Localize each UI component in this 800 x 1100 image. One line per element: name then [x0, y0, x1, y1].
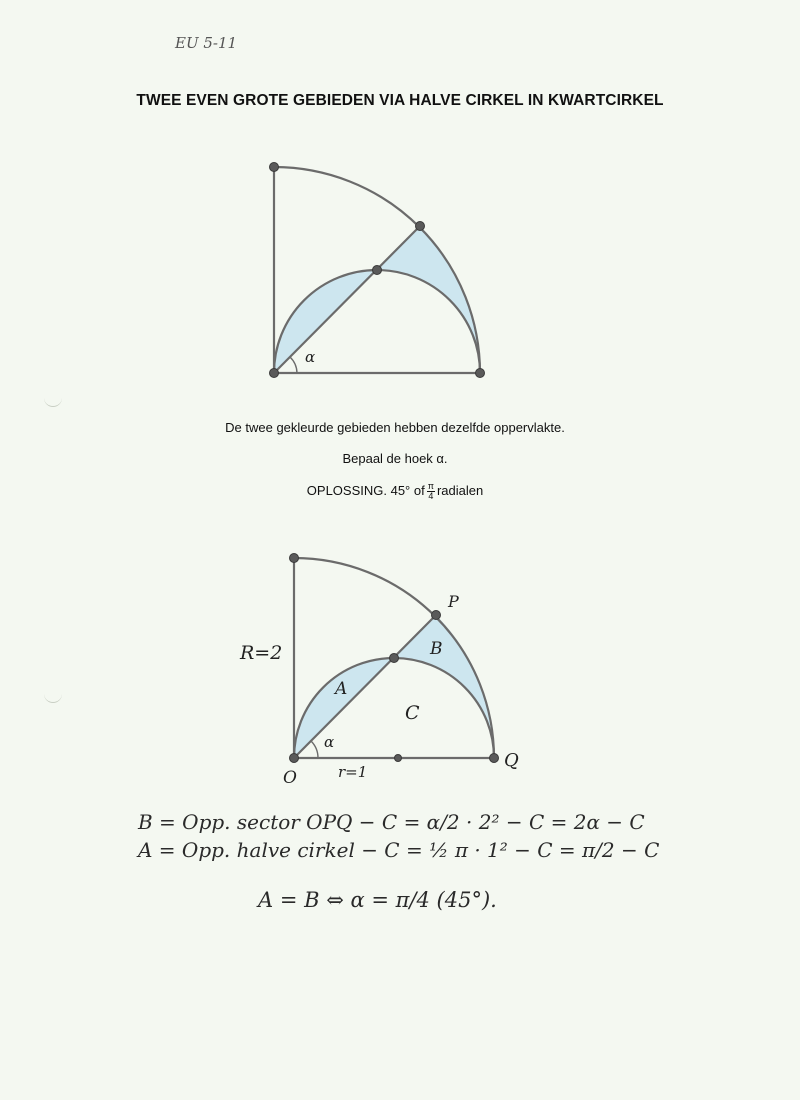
point-top-2: [290, 554, 299, 563]
label-p: P: [448, 592, 459, 611]
angle-arc: [290, 357, 297, 373]
problem-question: Bepaal de hoek α.: [342, 451, 448, 466]
solution-prefix: OPLOSSING. 45° of: [306, 482, 425, 498]
label-q: Q: [504, 750, 519, 771]
label-region-b: B: [430, 639, 443, 659]
radius-label: R=2: [240, 642, 283, 664]
label-region-c: C: [405, 702, 420, 724]
point-center: [395, 755, 402, 762]
equation-b: B = Opp. sector OPQ − C = α/2 · 2² − C = 2α − C: [138, 810, 645, 834]
angle-label-2: α: [324, 733, 335, 751]
solution-suffix: radialen: [436, 482, 484, 498]
angle-arc-2: [311, 741, 318, 758]
problem-statement: De twee gekleurde gebieden hebben dezelfde oppervlakte.: [225, 420, 565, 435]
label-o: O: [283, 768, 297, 788]
point-o: [290, 754, 299, 763]
point-right: [476, 369, 485, 378]
diagonal-radius-2: [294, 615, 436, 758]
point-arc: [416, 222, 425, 231]
fraction-denominator: 4: [428, 491, 434, 501]
point-q: [490, 754, 499, 763]
point-p: [432, 611, 441, 620]
equation-conclusion: A = B ⇔ α = π/4 (45°).: [258, 888, 497, 912]
region-upper-shaded: [377, 226, 480, 373]
fraction-numerator: π: [427, 481, 434, 491]
small-radius-label: r=1: [338, 763, 368, 781]
point-top: [270, 163, 279, 172]
solution-line: [0, 482, 790, 501]
page-title: TWEE EVEN GROTE GEBIEDEN VIA HALVE CIRKEL IN KWARTCIRKEL: [136, 92, 664, 109]
angle-label: α: [305, 348, 316, 366]
page-code: EU 5-11: [175, 34, 238, 52]
point-intersection-2: [390, 654, 399, 663]
figure-2: [239, 554, 519, 789]
point-intersection: [373, 266, 382, 275]
label-region-a: A: [335, 679, 348, 699]
solution-fraction: [427, 482, 435, 501]
point-origin: [270, 369, 279, 378]
region-b-shaded: [394, 615, 494, 758]
diagonal-radius: [274, 226, 420, 373]
equation-a: A = Opp. halve cirkel − C = ½ π · 1² − C = π/2 − C: [138, 838, 660, 862]
